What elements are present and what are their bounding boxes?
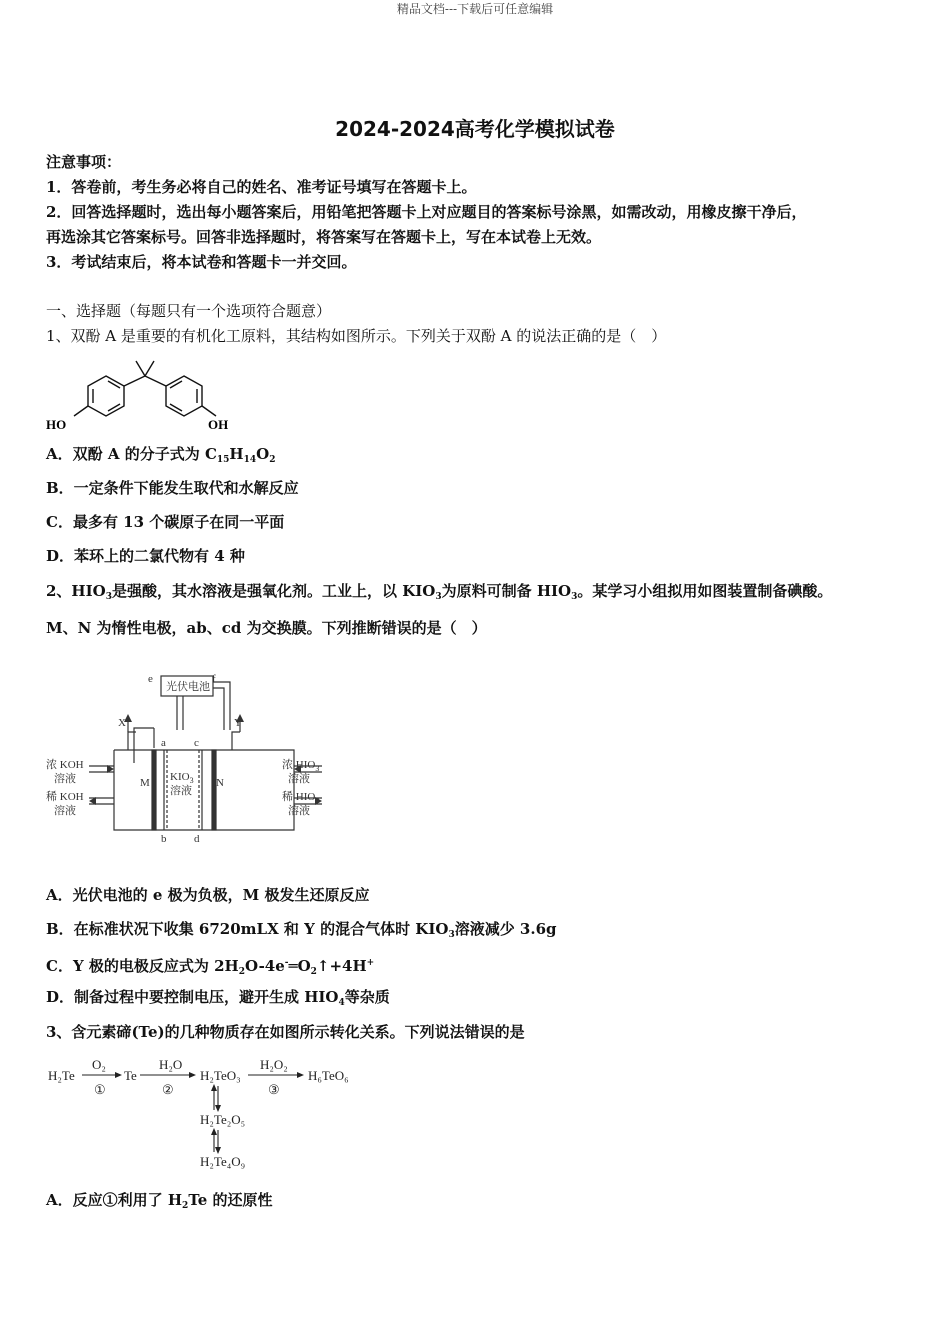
label-d: d (194, 833, 200, 845)
section-heading: 一、选择题（每题只有一个选项符合题意） (46, 302, 332, 320)
q1-option-d: D．苯环上的二氯代物有 4 种 (46, 547, 245, 565)
label-m: M (140, 777, 150, 789)
te-label: Te (124, 1068, 137, 1083)
ho-label: HO (46, 417, 67, 432)
label-n: N (216, 777, 224, 789)
electrolysis-apparatus (44, 668, 334, 848)
q1-option-c: C．最多有 13 个碳原子在同一平面 (46, 513, 285, 531)
step-2-label: ② (162, 1082, 174, 1097)
label-a: a (161, 737, 166, 749)
q2-option-a: A．光伏电池的 e 极为负极，M 极发生还原反应 (46, 886, 370, 904)
h6teo6-label: H₆TeO₆ (308, 1068, 349, 1083)
notes-heading: 注意事项： (46, 153, 122, 171)
h2teo3-label: H₂TeO₃ (200, 1068, 241, 1083)
battery-label: 光伏电池 (166, 681, 210, 693)
note-2a: 2．回答选择题时，选出每小题答案后，用铅笔把答题卡上对应题目的答案标号涂黑，如需改动，用橡皮擦干净后， (46, 203, 807, 221)
note-3: 3．考试结束后，将本试卷和答题卡一并交回。 (46, 253, 357, 271)
bisphenol-a-structure (44, 356, 244, 434)
o2-label: O₂ (92, 1057, 106, 1072)
dil-koh-label: 稀 KOH (46, 791, 84, 803)
kio3-label: $KIO_3$ (170, 771, 194, 785)
h2o-label: H₂O (159, 1057, 183, 1072)
q2-option-d: D．制备过程中要控制电压，避开生成 $HIO_4$等杂质 (46, 988, 390, 1008)
conc-koh-label: 浓 KOH (46, 759, 84, 771)
label-f: f (212, 673, 216, 685)
conc-hio3-label: 浓 $HIO_3$ (282, 759, 320, 773)
label-c: c (194, 737, 199, 749)
dil-hio3-solution: 溶液 (288, 805, 310, 817)
q3-stem: 3、含元素碲(Te)的几种物质存在如图所示转化关系。下列说法错误的是 (46, 1023, 525, 1041)
h2te4o9-label: H₂Te₄O₉ (200, 1154, 246, 1169)
q2-stem-1: 2、$HIO_3$是强酸，其水溶液是强氧化剂。工业上，以 $KIO_3$为原料可制备 $HIO_3$。某学习小组拟用如图装置制备碘酸。 (46, 582, 833, 602)
conc-hio3-solution: 溶液 (288, 773, 310, 785)
conc-koh-solution: 溶液 (54, 773, 76, 785)
label-b: b (161, 833, 167, 845)
tellurium-conversion-diagram (44, 1052, 364, 1174)
dil-koh-solution: 溶液 (54, 805, 76, 817)
q2-stem-2: M、N 为惰性电极，ab、cd 为交换膜。下列推断错误的是（ ） (46, 619, 487, 637)
q1-option-b: B．一定条件下能发生取代和水解反应 (46, 479, 299, 497)
q1-stem: 1、双酚 A 是重要的有机化工原料，其结构如图所示。下列关于双酚 A 的说法正确的是（ ） (46, 327, 667, 345)
label-e: e (148, 673, 153, 685)
h2o2-label: H₂O₂ (260, 1057, 288, 1072)
kio3-solution-label: 溶液 (170, 785, 192, 797)
dil-hio3-label: 稀 $HIO_3$ (282, 791, 320, 805)
label-y: Y (234, 717, 242, 729)
page-title: 2024-2024高考化学模拟试卷 (335, 117, 615, 141)
oh-label: OH (208, 417, 229, 432)
q3-option-a: A．反应①利用了 $H_2Te$ 的还原性 (46, 1191, 273, 1211)
label-x: X (118, 717, 126, 729)
q1-option-a: A．双酚 A 的分子式为 $C_{15}H_{14}O_2$ (46, 445, 276, 465)
q2-option-b: B．在标准状况下收集 6720mLX 和 Y 的混合气体时 $KIO_3$溶液减少 3.6g (46, 920, 557, 940)
h2te-label: H₂Te (48, 1068, 75, 1083)
note-1: 1．答卷前，考生务必将自己的姓名、准考证号填写在答题卡上。 (46, 178, 477, 196)
h2te2o5-label: H₂Te₂O₅ (200, 1112, 246, 1127)
page-header: 精品文档---下载后可任意编辑 (396, 2, 554, 16)
step-3-label: ③ (268, 1082, 280, 1097)
note-2b: 再选涂其它答案标号。回答非选择题时，将答案写在答题卡上，写在本试卷上无效。 (46, 228, 602, 246)
step-1-label: ① (94, 1082, 106, 1097)
q2-option-c: C．Y 极的电极反应式为 $2H_2O-4e^-═O_2↑+4H^+$ (46, 957, 375, 977)
